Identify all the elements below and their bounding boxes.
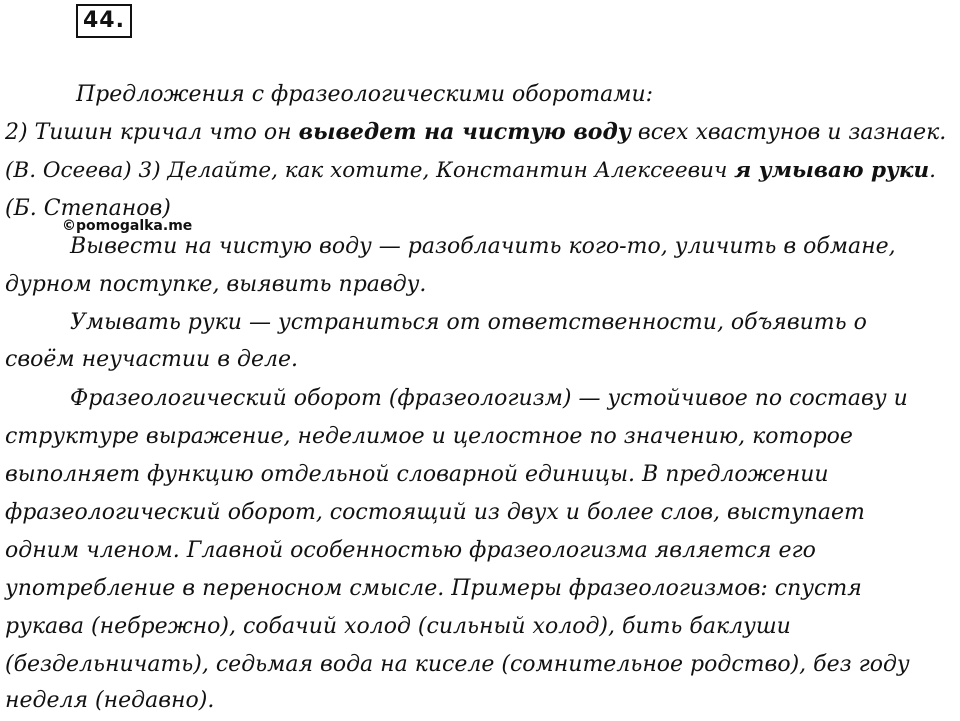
phraseologism-bold: я умываю руки <box>734 158 930 183</box>
example-line-2 <box>5 156 936 186</box>
definition-1-line-2: дурном поступке, выявить правду. <box>5 272 427 297</box>
example-line-1 <box>5 117 946 148</box>
theory-line-3: выполняет функцию отдельной словарной единицы. В предложении <box>5 462 829 487</box>
phraseologism-bold: выведет на чистую воду <box>298 119 631 145</box>
definition-2-line-2: своём неучастии в деле. <box>5 347 298 372</box>
watermark: ©pomogalka.me <box>62 218 193 234</box>
theory-line-4: фразеологический оборот, состоящий из двух и более слов, выступает <box>5 500 865 525</box>
theory-line-9: неделя (недавно). <box>5 688 215 713</box>
theory-line-5: одним членом. Главной особенностью фразеологизма является его <box>5 538 816 563</box>
example-text: 2) Тишин кричал что он <box>5 120 299 145</box>
intro-line: Предложения с фразеологическими оборотами: <box>76 82 654 107</box>
example-source: (Б. Степанов) <box>5 196 171 221</box>
definition-2-line-1: Умывать руки — устраниться от ответственности, объявить о <box>70 310 867 335</box>
example-text: . <box>929 158 936 183</box>
theory-line-7: рукава (небрежно), собачий холод (сильный холод), бить баклуши <box>5 614 791 639</box>
task-number: 44. <box>76 4 132 38</box>
example-text: (В. Осеева) 3) Делайте, как хотите, Константин Алексеевич <box>5 158 735 183</box>
example-text: всех хвастунов и зазнаек. <box>630 120 947 145</box>
theory-line-1: Фразеологический оборот (фразеологизм) — устойчивое по составу и <box>70 386 908 411</box>
theory-line-6: употребление в переносном смысле. Примеры фразеологизмов: спустя <box>5 576 862 601</box>
definition-1-line-1: Вывести на чистую воду — разоблачить кого-то, уличить в обмане, <box>70 234 896 259</box>
theory-line-2: структуре выражение, неделимое и целостное по значению, которое <box>5 424 853 449</box>
theory-line-8: (бездельничать), седьмая вода на киселе (сомнительное родство), без году <box>5 652 910 677</box>
